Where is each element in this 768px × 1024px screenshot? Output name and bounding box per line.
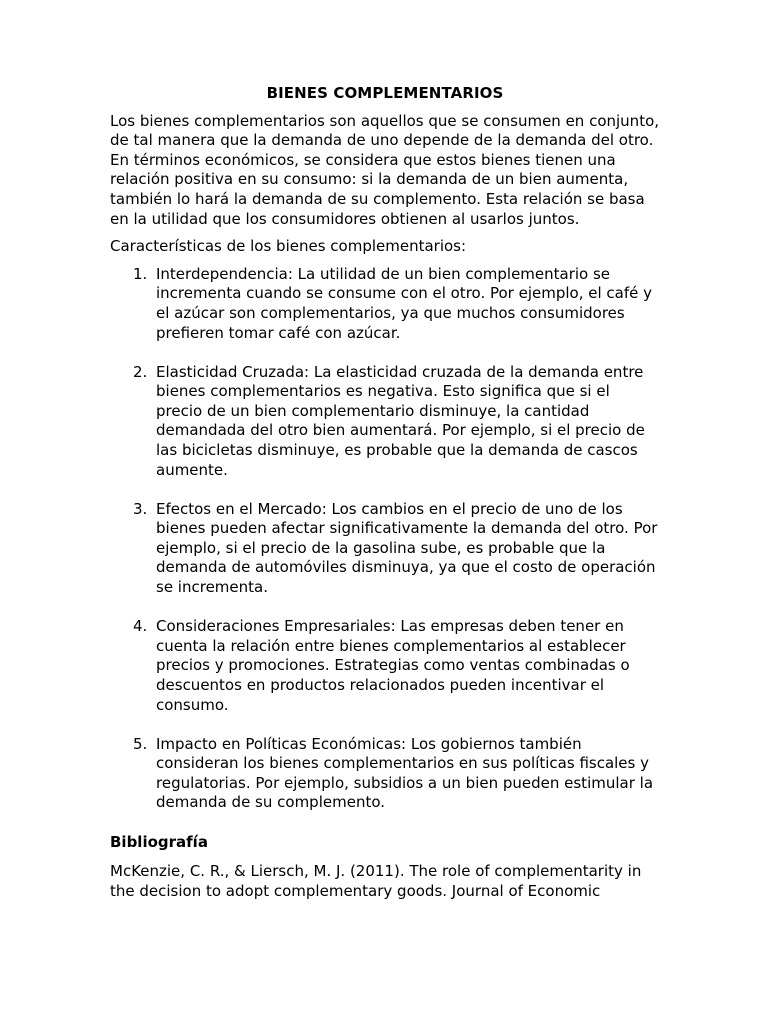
intro-paragraph: Los bienes complementarios son aquellos que se consumen en conjunto, de tal manera que la demanda de uno depende de la demanda del otro. En términos económicos, se considera que estos bienes tienen una relación positiva en su consumo: si la demanda de un bien aumenta, también lo hará la demanda de su complemento. Esta relación se basa en la utilidad que los consumidores obtienen al usarlos juntos. (110, 111, 660, 228)
document-body (110, 84, 660, 901)
list-item (110, 363, 660, 481)
features-heading: Características de los bienes complementarios: (110, 237, 467, 256)
list-item-text: Efectos en el Mercado: Los cambios en el precio de uno de los bienes pueden afectar significativamente la demanda del otro. Por ejemplo, si el precio de la gasolina sube, es probable que la demanda de automóviles disminuya, ya que el costo de operación se incrementa. (156, 499, 658, 597)
list-item-text: Interdependencia: La utilidad de un bien complementario se incrementa cuando se consume con el otro. Por ejemplo, el café y el azúcar son complementarios, ya que muchos consumidores prefieren tomar café con azúcar. (156, 264, 652, 342)
list-item-number: 1. (133, 264, 148, 283)
features-list (110, 265, 660, 813)
list-item (110, 617, 660, 715)
list-item-number: 5. (133, 734, 148, 753)
list-item-number: 3. (133, 499, 148, 518)
bibliography-heading: Bibliografía (110, 832, 208, 851)
list-item-number: 4. (133, 617, 148, 636)
list-item (110, 265, 660, 343)
list-item-text: Elasticidad Cruzada: La elasticidad cruzada de la demanda entre bienes complementarios es negativa. Esto significa que si el precio de un bien complementario disminuye, la cantidad demandada del otro bien aumentará. Por ejemplo, si el precio de las bicicletas disminuye, es probable que la demanda de cascos aumente. (156, 362, 645, 479)
page-title: BIENES COMPLEMENTARIOS (266, 84, 504, 102)
list-item-number: 2. (133, 362, 148, 381)
bibliography-entry: McKenzie, C. R., & Liersch, M. J. (2011). The role of complementarity in the decision to adopt complementary goods. Journal of Economic (110, 862, 642, 900)
list-item (110, 735, 660, 813)
list-item (110, 500, 660, 598)
list-item-text: Impacto en Políticas Económicas: Los gobiernos también consideran los bienes complementarios en sus políticas fiscales y regulatorias. Por ejemplo, subsidios a un bien pueden estimular la demanda de su complemento. (156, 734, 654, 812)
list-item-text: Consideraciones Empresariales: Las empresas deben tener en cuenta la relación entre bienes complementarios al establecer precios y promociones. Estrategias como ventas combinadas o descuentos en productos relacionados pueden incentivar el consumo. (156, 617, 630, 714)
